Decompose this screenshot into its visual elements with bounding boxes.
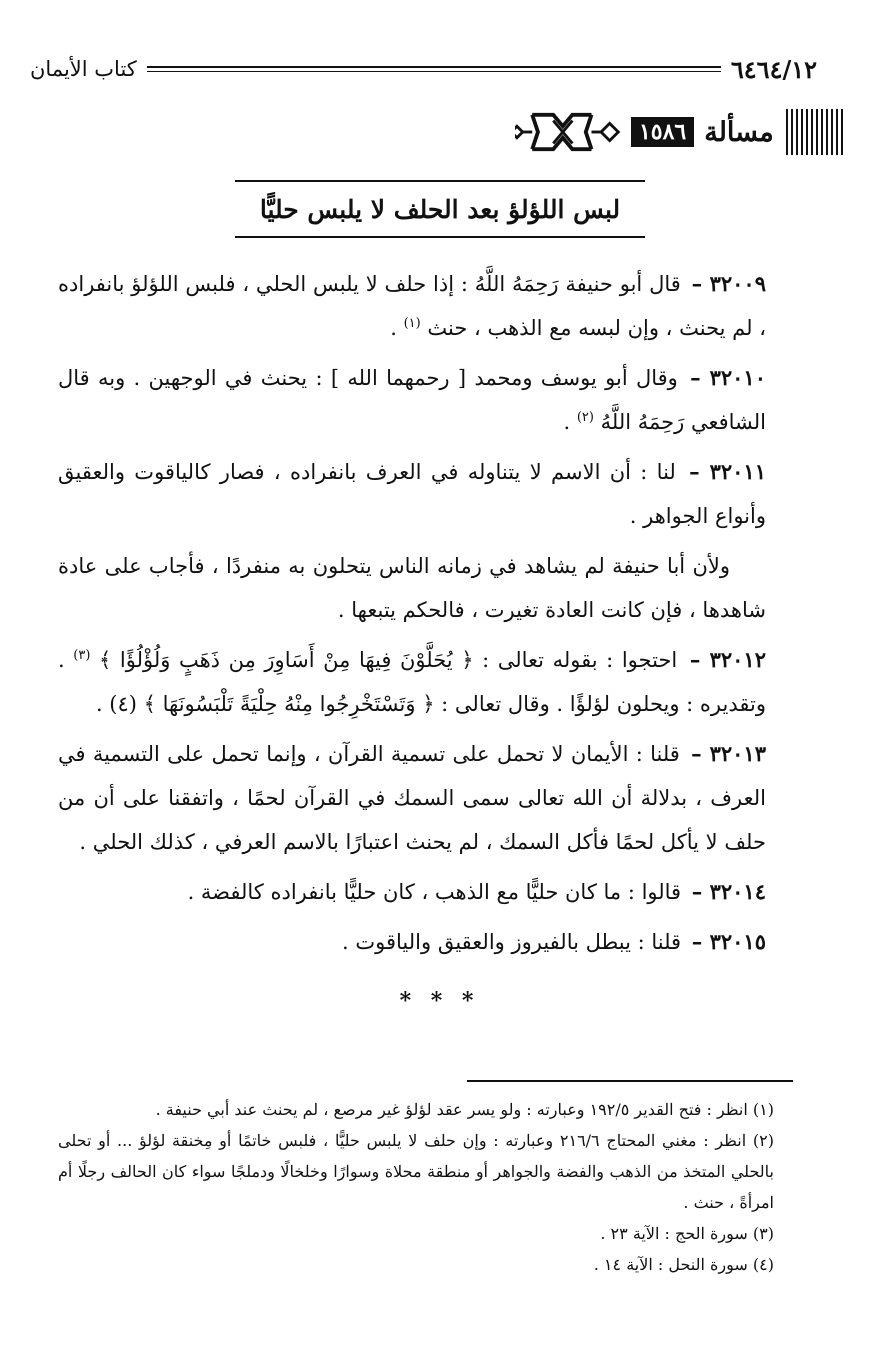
footnote-rule bbox=[467, 1080, 793, 1082]
paragraph-32012 bbox=[58, 638, 766, 726]
issue-banner bbox=[515, 106, 845, 158]
banner-stripes bbox=[786, 109, 845, 155]
paragraph-text: قالوا : ما كان حليًّا مع الذهب ، كان حليًّا بانفراده كالفضة . bbox=[187, 880, 682, 904]
paragraph-text: قلنا : يبطل بالفيروز والعقيق والياقوت . bbox=[342, 930, 682, 954]
paragraph-32013 bbox=[58, 732, 766, 864]
paragraph-continuation bbox=[58, 544, 766, 632]
paragraph-number: ٣٢٠١٢ – bbox=[689, 647, 766, 672]
footnote-ref: (٢) bbox=[576, 410, 594, 425]
paragraph-32015 bbox=[58, 920, 766, 964]
ornament-icon bbox=[515, 106, 625, 158]
paragraph-text: قال أبو حنيفة رَحِمَهُ اللَّهُ : إذا حلف لا يلبس الحلي ، فلبس اللؤلؤ بانفراده ، لم يحنث ، وإن لبسه مع الذهب ، حنث bbox=[58, 272, 766, 340]
paragraph-32014 bbox=[58, 870, 766, 914]
paragraph-32011 bbox=[58, 450, 766, 538]
paragraph-text: لنا : أن الاسم لا يتناوله في العرف بانفراده ، فصار كالياقوت والعقيق وأنواع الجواهر . bbox=[58, 460, 766, 528]
paragraph-text: وقال أبو يوسف ومحمد [ رحمهما الله ] : يحنث في الوجهين . وبه قال الشافعي رَحِمَهُ اللَّهُ bbox=[58, 366, 766, 434]
issue-number: ١٥٨٦ bbox=[631, 117, 694, 147]
paragraph-32010 bbox=[58, 356, 766, 444]
paragraph-tail: . bbox=[390, 316, 404, 340]
book-title: كتاب الأيمان bbox=[30, 57, 137, 81]
paragraph-number: ٣٢٠٠٩ – bbox=[691, 271, 766, 296]
running-header bbox=[30, 52, 817, 86]
footnote-ref: (١) bbox=[403, 316, 421, 331]
footnote-2: (٢) انظر : مغني المحتاج ٢١٦/٦ وعبارته : وإن حلف لا يلبس حليًّا ، فلبس خاتمًا أو مِخنقة لؤلؤ ... أو تحلى بالحلي المتخذ من الذهب والفضة والجواهر أو منطقة محلاة وسوارًا وخلخالًا ودملجًا سواء كان الحالف رجلًا أم امرأةً ، حنث . bbox=[58, 1131, 775, 1212]
paragraph-tail: . bbox=[563, 410, 577, 434]
footnote-3: (٣) سورة الحج : الآية ٢٣ . bbox=[600, 1224, 774, 1243]
page-reference: ٦٤٦٤/١٢ bbox=[730, 54, 817, 84]
issue-title-box bbox=[235, 180, 645, 238]
header-rule bbox=[147, 66, 721, 72]
body-text bbox=[58, 262, 766, 970]
footnote-1: (١) انظر : فتح القدير ١٩٢/٥ وعبارته : ولو يسر عقد لؤلؤ غير مرصع ، لم يحنث عند أبي حنيفة . bbox=[155, 1100, 774, 1119]
paragraph-number: ٣٢٠١٤ – bbox=[691, 879, 766, 904]
section-separator: * * * bbox=[399, 988, 480, 1014]
paragraph-number: ٣٢٠١٥ – bbox=[691, 929, 766, 954]
banner-label: مسألة bbox=[704, 116, 774, 148]
paragraph-tail: . وتقديره : ويحلون لؤلؤًا . وقال تعالى : ﴿ وَتَسْتَخْرِجُوا مِنْهُ حِلْيَةً تَلْبَسُونَهَا ﴾ (٤) . bbox=[58, 648, 766, 716]
issue-title: لبس اللؤلؤ بعد الحلف لا يلبس حليًّا bbox=[259, 194, 621, 224]
footnote-ref: (٣) bbox=[73, 648, 91, 663]
paragraph-32009 bbox=[58, 262, 766, 350]
paragraph-text: قلنا : الأيمان لا تحمل على تسمية القرآن ، وإنما تحمل على التسمية في العرف ، بدلالة أن الله تعالى سمى السمك في القرآن لحمًا ، واتفقنا على أن من حلف لا يأكل لحمًا فأكل السمك ، لم يحنث اعتبارًا بالاسم العرفي ، كذلك الحلي . bbox=[58, 742, 766, 854]
paragraph-number: ٣٢٠١٣ – bbox=[691, 741, 766, 766]
footnotes bbox=[58, 1094, 774, 1280]
paragraph-text: احتجوا : بقوله تعالى : ﴿ يُحَلَّوْنَ فِيهَا مِنْ أَسَاوِرَ مِن ذَهَبٍ وَلُؤْلُؤًا ﴾ bbox=[99, 648, 678, 672]
paragraph-text: ولأن أبا حنيفة لم يشاهد في زمانه الناس يتحلون به منفردًا ، فأجاب على عادة شاهدها ، فإن كانت العادة تغيرت ، فالحكم يتبعها . bbox=[58, 554, 766, 622]
paragraph-number: ٣٢٠١١ – bbox=[689, 459, 766, 484]
paragraph-number: ٣٢٠١٠ – bbox=[690, 365, 766, 390]
footnote-4: (٤) سورة النحل : الآية ١٤ . bbox=[593, 1255, 774, 1274]
